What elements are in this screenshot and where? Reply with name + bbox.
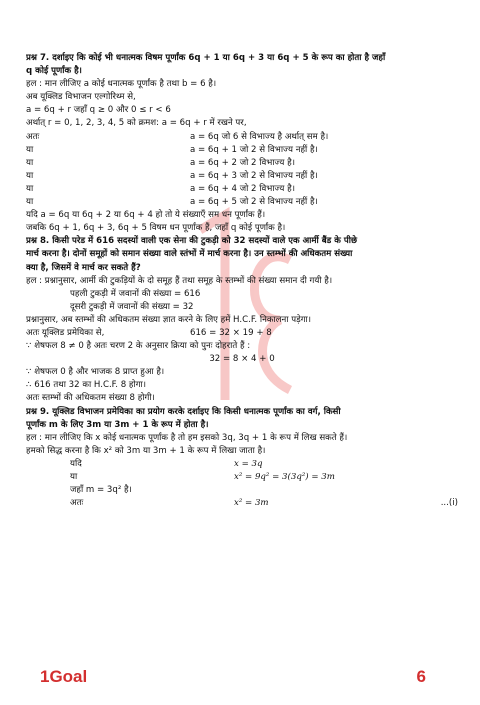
q8-zero-remainder: ∵ शेषफल 0 है और भाजक 8 प्राप्त हुआ है। — [26, 367, 165, 378]
lemma-equation: 616 = 32 × 19 + 8 — [190, 327, 272, 338]
q8-hcf-line: ∴ 616 तथा 32 का H.C.F. 8 होगा। — [26, 380, 147, 391]
question-8-line-3: क्या है, जिसमें वे मार्च कर सकते हैं? — [26, 262, 141, 273]
question-9-line-2: पूर्णांक m के लिए 3m या 3m + 1 के रूप में होता है। — [26, 419, 209, 430]
page-number: 6 — [416, 667, 426, 686]
q8-equation-2: 32 = 8 × 4 + 0 — [209, 354, 275, 365]
q9-or-row — [26, 471, 458, 484]
q7-solution-line-1: हल : मान लीजिए a कोई धनात्मक पूर्णांक है तथा b = 6 है। — [26, 79, 217, 90]
case-text: a = 6q + 2 जो 2 विभाज्य है। — [190, 157, 295, 168]
case-lead: या — [26, 170, 34, 181]
q7-solution-line-3: a = 6q + r जहाँ q ≥ 0 और 0 ≤ r < 6 — [26, 105, 171, 116]
or-equation: x² = 9q² = 3(3q²) = 3m — [234, 472, 335, 482]
case-lead: या — [26, 183, 34, 194]
question-8-line-1: प्रश्न 8. किसी परेड में 616 सदस्यों वाली एक सेना की टुकड़ी को 32 सदस्यों वाले एक आर्मी बैंड के पीछे — [26, 236, 357, 247]
case-text: a = 6q जो 6 से विभाज्य है अर्थात् सम है। — [190, 131, 329, 142]
question-8-line-2: मार्च करना है। दोनों समूहों को समान संख्या वाले स्तंभों में मार्च करना है। उन स्तम्भों की अधिकतम संख्या — [26, 249, 353, 260]
case-text: a = 6q + 1 जो 2 से विभाज्य नहीं है। — [190, 144, 318, 155]
q9-where-line: जहाँ m = 3q² है। — [70, 485, 132, 496]
case-text: a = 6q + 5 जो 2 से विभाज्य नहीं है। — [190, 197, 318, 208]
q8-answer-line: अतः स्तम्भों की अधिकतम संख्या 8 होगी। — [26, 393, 155, 404]
if-lead: यदि — [70, 458, 82, 469]
if-equation: x = 3q — [234, 458, 263, 469]
equation-tag: ...(i) — [440, 498, 458, 509]
q9-so-row — [26, 497, 458, 510]
q9-solution-line-2: हमको सिद्ध करना है कि x² को 3m या 3m + 1 के रूप में लिखा जाता है। — [26, 445, 266, 456]
q7-conclusion-1: यदि a = 6q या 6q + 2 या 6q + 4 हो तो ये संख्याएँ सम धन पूर्णांक हैं। — [26, 210, 266, 221]
q9-if-row — [26, 458, 458, 471]
q7-case-row — [26, 144, 458, 157]
q7-case-row — [26, 157, 458, 170]
case-lead: या — [26, 197, 34, 208]
q9-solution-line-1: हल : मान लीजिए कि x कोई धनात्मक पूर्णांक है तो हम इसको 3q, 3q + 1 के रूप में लिख सकते हैं। — [26, 432, 348, 443]
q8-first-group: पहली टुकड़ी में जवानों की संख्या = 616 — [70, 288, 201, 299]
case-lead: या — [26, 144, 34, 155]
q8-solution-line-1: हल : प्रश्नानुसार, आर्मी की टुकड़ियों के दो समूह हैं तथा समूह के स्तम्भों की संख्या समान दी गयी है। — [26, 275, 333, 286]
q7-solution-line-2: अब यूक्लिड विभाजन एल्गोरिथ्म से, — [26, 92, 136, 103]
so-equation: x² = 3m — [234, 498, 269, 509]
q7-conclusion-2: जबकि 6q + 1, 6q + 3, 6q + 5 विषम धन पूर्णांक हैं, जहाँ q कोई पूर्णांक है। — [26, 223, 286, 234]
or-lead: या — [70, 472, 78, 482]
case-text: a = 6q + 3 जो 2 से विभाज्य नहीं है। — [190, 170, 318, 181]
q8-second-group: दूसरी टुकड़ी में जवानों की संख्या = 32 — [70, 301, 194, 312]
q8-solution-line-2: प्रश्नानुसार, अब स्तम्भों की अधिकतम संख्या ज्ञात करने के लिए हमें H.C.F. निकालना पड़ेगा। — [26, 314, 312, 325]
case-text: a = 6q + 4 जो 2 विभाज्य है। — [190, 183, 295, 194]
question-7-line-2: q कोई पूर्णांक है। — [26, 66, 82, 77]
question-7-line-1: प्रश्न 7. दर्शाइए कि कोई भी धनात्मक विषम पूर्णांक 6q + 1 या 6q + 3 या 6q + 5 के रूप का होता है जहाँ — [26, 53, 386, 63]
q7-case-row — [26, 170, 458, 183]
question-9-line-1: प्रश्न 9. यूक्लिड विभाजन प्रमेयिका का प्रयोग करके दर्शाइए कि किसी धनात्मक पूर्णांक का वर्ग, किसी — [26, 406, 341, 417]
lemma-lead: अतः यूक्लिड प्रमेयिका से, — [26, 327, 105, 338]
document-page — [26, 52, 458, 510]
q7-solution-line-4: अर्थात् r = 0, 1, 2, 3, 4, 5 को क्रमश: a = 6q + r में रखने पर, — [26, 118, 247, 129]
q8-remainder-line: ∵ शेषफल 8 ≠ 0 है अतः चरण 2 के अनुसार क्रिया को पुनः दोहराते हैं : — [26, 341, 251, 352]
q8-lemma-row — [26, 327, 458, 340]
so-lead: अतः — [70, 498, 84, 509]
q7-case-row — [26, 196, 458, 209]
case-lead: अतः — [26, 131, 40, 142]
q7-case-row — [26, 183, 458, 196]
brand-logo-text: 1Goal — [40, 667, 88, 686]
page-footer — [40, 667, 440, 687]
q7-case-row — [26, 131, 458, 144]
case-lead: या — [26, 157, 34, 168]
